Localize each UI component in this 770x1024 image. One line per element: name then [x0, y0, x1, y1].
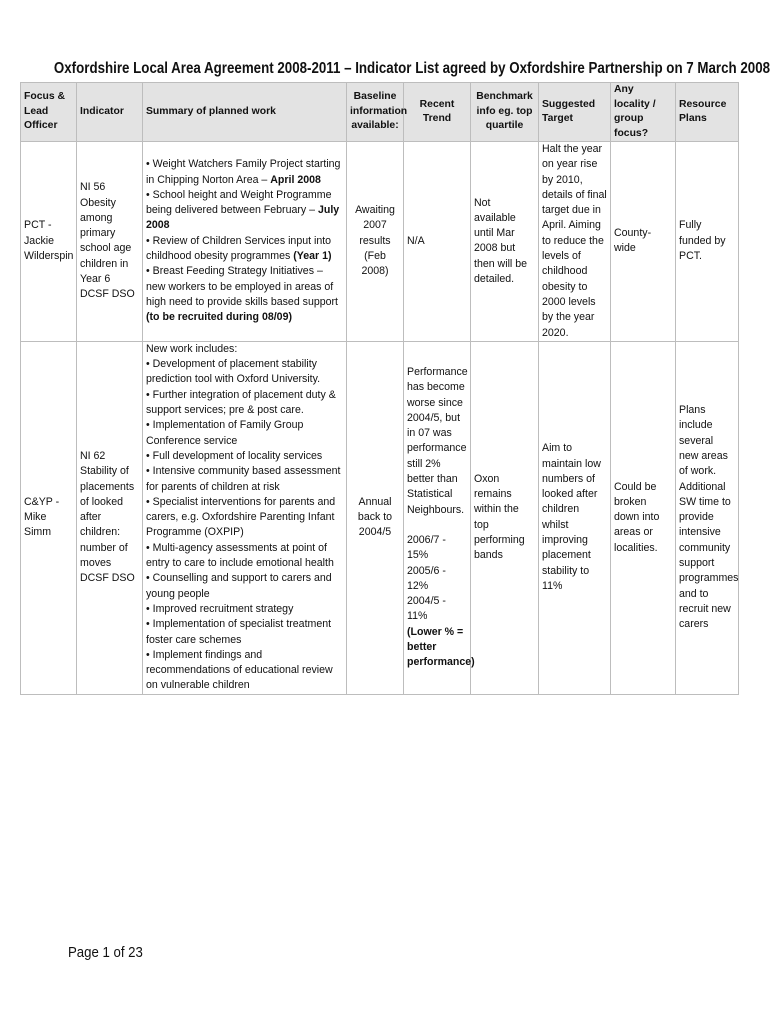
page-title: Oxfordshire Local Area Agreement 2008-2011 – Indicator List agreed by Oxfordshire Partnership on 7 March 2008: [53, 60, 770, 77]
cell-locality: Could be broken down into areas or localities.: [611, 341, 676, 694]
cell-summary: [143, 142, 347, 342]
page-number: Page 1 of 23: [68, 944, 143, 961]
work-item: • School height and Weight Programme being delivered between February – July 2008: [146, 188, 340, 232]
work-item: • Review of Children Services input into childhood obesity programmes (Year 1): [146, 234, 332, 263]
header-trend: Recent Trend: [404, 83, 471, 142]
cell-focus: C&YP - Mike Simm: [21, 341, 77, 694]
work-item: • Implementation of Family Group Conference service: [146, 419, 304, 447]
cell-summary: [143, 341, 347, 694]
trend-values: 2006/7 - 15% 2005/6 - 12% 2004/5 - 11%: [407, 533, 446, 623]
cell-locality: County-wide: [611, 142, 676, 342]
work-item: • Multi-agency assessments at point of entry to care to include emotional health: [146, 541, 334, 570]
work-item: • Full development of locality services: [146, 449, 323, 462]
cell-trend: N/A: [404, 142, 471, 342]
cell-resource: Plans include several new areas of work. Additional SW time to provide intensive community support programmes and to recruit new carers: [676, 341, 739, 694]
cell-target: Halt the year on year rise by 2010, details of final target due in April. Aiming to reduce the levels of childhood obesity to 2000 levels by the year 2020.: [539, 142, 611, 342]
work-item: New work includes:: [146, 342, 238, 355]
work-item: • Further integration of placement duty & support services; pre & post care.: [146, 388, 336, 417]
indicator-table: [20, 82, 739, 695]
work-item: • Counselling and support to carers and young people: [146, 572, 332, 600]
cell-indicator: NI 62 Stability of placements of looked after children: number of moves DCSF DSO: [77, 341, 143, 694]
cell-benchmark: Oxon remains within the top performing bands: [471, 341, 539, 694]
cell-indicator: NI 56 Obesity among primary school age children in Year 6 DCSF DSO: [77, 142, 143, 342]
header-target: Suggested Target: [539, 83, 611, 142]
table-row: [21, 341, 739, 694]
cell-focus: PCT - Jackie Wilderspin: [21, 142, 77, 342]
work-item: • Improved recruitment strategy: [146, 602, 294, 615]
header-resource: Resource Plans: [676, 83, 739, 142]
work-item: • Breast Feeding Strategy Initiatives – new workers to be employed in areas of high need to provide skills based support (to be recruited during 08/09): [146, 265, 338, 324]
work-item: • Weight Watchers Family Project starting in Chipping Norton Area – April 2008: [146, 158, 341, 186]
table-header-row: [21, 83, 739, 142]
cell-target: Aim to maintain low numbers of looked after children whilst improving placement stability to 11%: [539, 341, 611, 694]
cell-trend: [404, 341, 475, 694]
header-locality: Any locality / group focus?: [611, 83, 676, 142]
header-benchmark: Benchmark info eg. top quartile: [471, 83, 539, 142]
table-row: [21, 142, 739, 342]
trend-note: (Lower % = better performance): [407, 625, 475, 669]
header-indicator: Indicator: [77, 83, 143, 142]
cell-resource: Fully funded by PCT.: [676, 142, 739, 342]
cell-benchmark: Not available until Mar 2008 but then will be detailed.: [471, 142, 539, 342]
cell-baseline: Awaiting 2007 results (Feb 2008): [347, 142, 404, 342]
work-item: • Implement findings and recommendations of educational review on vulnerable children: [146, 648, 333, 692]
cell-baseline: Annual back to 2004/5: [347, 341, 404, 694]
work-item: • Intensive community based assessment for parents of children at risk: [146, 465, 341, 493]
work-item: • Development of placement stability prediction tool with Oxford University.: [146, 358, 321, 386]
trend-text: Performance has become worse since 2004/5, but in 07 was performance still 2% better than Statistical Neighbours.: [407, 365, 468, 516]
header-summary: Summary of planned work: [143, 83, 347, 142]
work-item: • Implementation of specialist treatment foster care schemes: [146, 618, 332, 646]
work-item: • Specialist interventions for parents and carers, e.g. Oxfordshire Parenting Infant Programme (OXPIP): [146, 495, 336, 539]
header-baseline: Baseline information available:: [347, 83, 404, 142]
header-focus: Focus & Lead Officer: [21, 83, 77, 142]
